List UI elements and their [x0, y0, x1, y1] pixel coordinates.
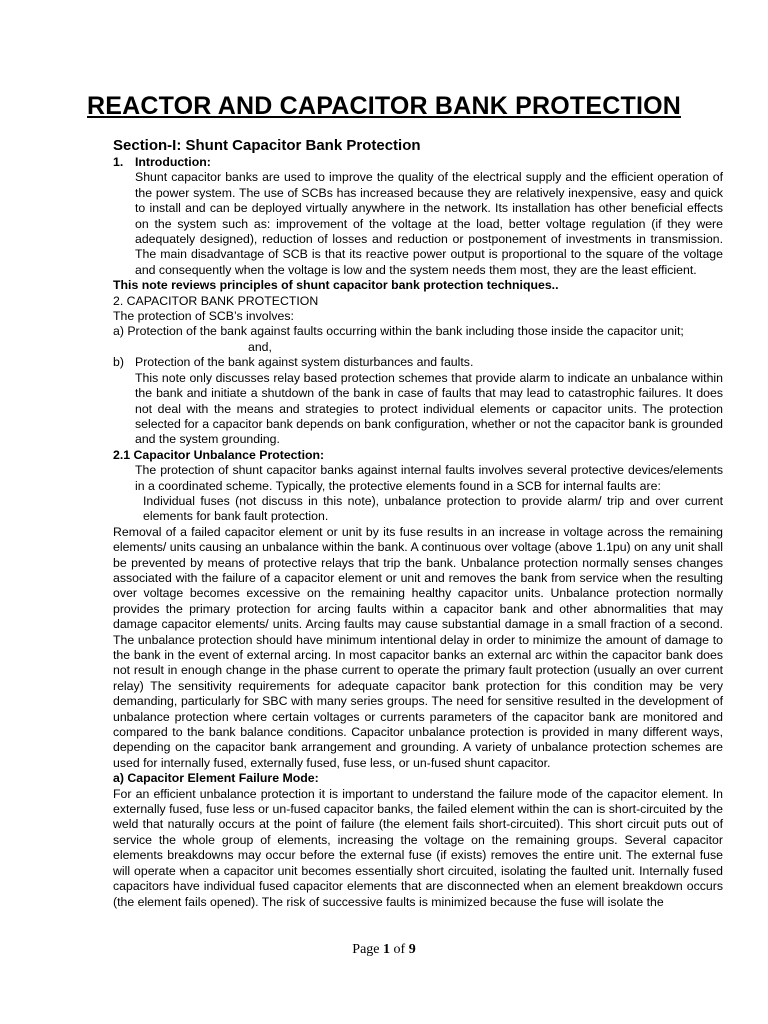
footer-page-total: 9	[408, 942, 416, 957]
intro-heading-text: Introduction:	[135, 155, 211, 169]
and-connector: and,	[248, 339, 272, 354]
section-2-1-paragraph-1: The protection of shunt capacitor banks against internal faults involves several protective devices/elements in a coordinated scheme. Typically, the protective elements found in a SCB for internal faults are:	[135, 463, 723, 493]
page-footer	[0, 942, 768, 958]
section-2-1-heading: 2.1 Capacitor Unbalance Protection:	[113, 447, 325, 462]
footer-of: of	[390, 942, 409, 957]
list-item-b	[113, 355, 723, 370]
list-item-b-text: Protection of the bank against system disturbances and faults.	[135, 355, 474, 370]
intro-paragraph: Shunt capacitor banks are used to improve the quality of the electrical supply and the efficient operation of the power system. The use of SCBs has increased because they are relatively inexpensive, easy and quick to install and can be deployed virtually anywhere in the network. Its installation has other beneficial effects on the system such as: improvement of the voltage at the load, better voltage regulation (if they were adequately designed), reduction of losses and reduction or postponement of investments in transmission. The main disadvantage of SCB is that its reactive power output is proportional to the square of the voltage and consequently when the voltage is low and the system needs them most, they are the least efficient.	[135, 170, 723, 277]
list-item-b-label: b)	[113, 355, 124, 370]
section-a-heading: a) Capacitor Element Failure Mode:	[113, 771, 319, 786]
intro-heading	[113, 155, 723, 170]
section-2-1-paragraph-2: Individual fuses (not discuss in this note), unbalance protection to provide alarm/ trip and over current elements for bank fault protection.	[143, 493, 723, 524]
footer-page-number: 1	[383, 942, 391, 957]
section-title: Section-I: Shunt Capacitor Bank Protection	[113, 137, 421, 154]
document-title: REACTOR AND CAPACITOR BANK PROTECTION	[87, 92, 681, 120]
section-2-heading: 2. CAPACITOR BANK PROTECTION	[113, 293, 319, 308]
section-2-1-paragraph-3: Removal of a failed capacitor element or unit by its fuse results in an increase in voltage across the remaining elements/ units causing an unbalance within the bank. A continuous over voltage (above 1.1pu) on any unit shall be prevented by means of protective relays that trip the bank. Unbalance protection normally senses changes associated with the failure of a capacitor element or unit and removes the bank from service when the resulting over voltage becomes excessive on the remaining healthy capacitor units. Unbalance protection normally provides the primary protection for arcing faults within a capacitor bank and other abnormalities that may damage capacitor elements/ units. Arcing faults may cause substantial damage in a small fraction of a second. The unbalance protection should have minimum intentional delay in order to minimize the amount of damage to the bank in the event of external arcing. In most capacitor banks an external arc within the capacitor bank does not result in enough change in the phase current to operate the primary fault protection (usually an over current relay) The sensitivity requirements for adequate capacitor bank protection for this condition may be very demanding, particularly for SBC with many series groups. The need for sensitive resulted in the development of unbalance protection where certain voltages or currents parameters of the capacitor bank are monitored and compared to the bank balance conditions. Capacitor unbalance protection is provided in many different ways, depending on the capacitor bank arrangement and grounding. A variety of unbalance protection schemes are used for internally fused, externally fused, fuse less, or un-fused shunt capacitor.	[113, 524, 723, 770]
document-body	[113, 155, 723, 910]
section-2-body: This note only discusses relay based protection schemes that provide alarm to indicate an unbalance within the bank and initiate a shutdown of the bank in case of faults that may lead to catastrophic failures. It does not deal with the means and strategies to protect individual elements or capacitor units. The protection selected for a capacitor bank depends on bank configuration, whether or not the capacitor bank is grounded and the system grounding.	[135, 370, 723, 447]
section-2-intro: The protection of SCB’s involves:	[113, 309, 294, 324]
section-a-paragraph: For an efficient unbalance protection it is important to understand the failure mode of the capacitor element. In externally fused, fuse less or un-fused capacitor banks, the failed element within the can is short-circuited by the weld that naturally occurs at the point of failure (the element fails short-circuited). This short circuit puts out of service the whole group of elements, increasing the voltage on the remaining groups. Several capacitor elements breakdowns may occur before the external fuse (if exists) removes the entire unit. The external fuse will operate when a capacitor unit becomes essentially short circuited, isolating the faulted unit. Internally fused capacitors have individual fused capacitor elements that are disconnected when an element breakdown occurs (the element fails opened). The risk of successive faults is minimized because the fuse will isolate the	[113, 786, 723, 909]
footer-prefix: Page	[352, 942, 384, 957]
note-line: This note reviews principles of shunt capacitor bank protection techniques..	[113, 278, 559, 293]
intro-number: 1.	[113, 155, 124, 169]
list-item-a: a) Protection of the bank against faults occurring within the bank including those inside the capacitor unit;	[113, 324, 684, 339]
